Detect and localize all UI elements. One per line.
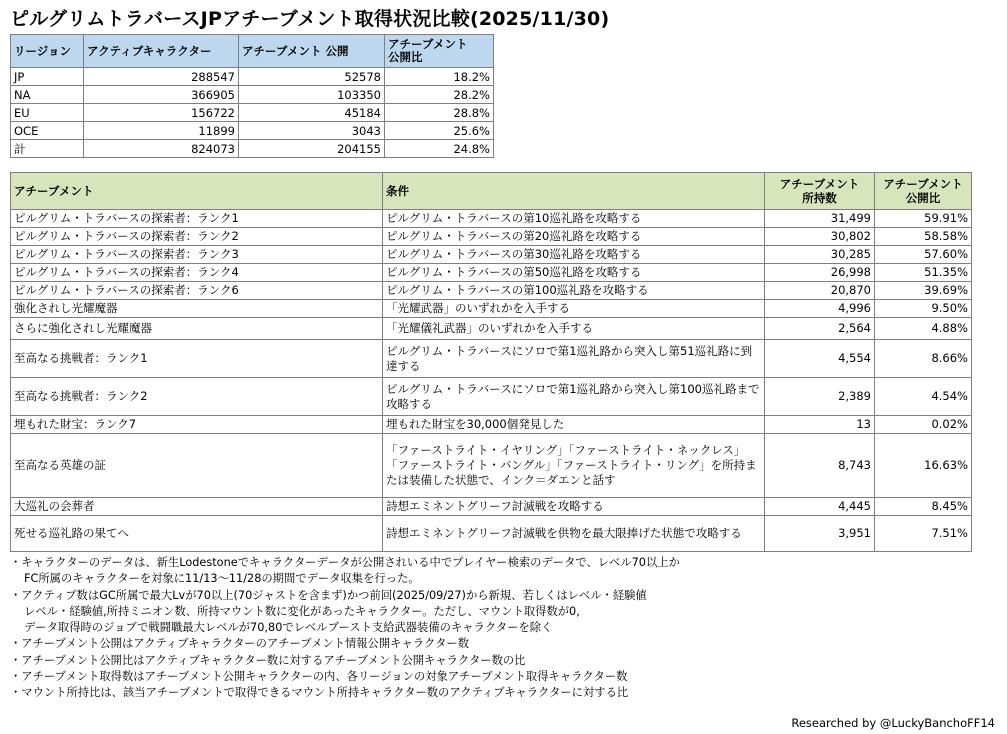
summary-row xyxy=(11,68,494,86)
summary-row xyxy=(11,104,494,122)
achievement-row xyxy=(11,300,972,318)
achievement-header-name: アチーブメント xyxy=(11,173,383,210)
achievement-cell-condition: 詩想エミネントグリーフ討滅戦を供物を最大限捧げた状態で攻略する xyxy=(383,516,765,552)
achievement-cell-name: ピルグリム・トラバースの探索者：ランク1 xyxy=(11,210,383,228)
notes xyxy=(10,555,680,702)
note-line: ・アチーブメント公開比はアクティブキャラクター数に対するアチーブメント公開キャラクター数の比 xyxy=(10,653,526,667)
achievement-row xyxy=(11,264,972,282)
achievement-cell-condition: 「ファーストライト・イヤリング」「ファーストライト・ネックレス」「ファーストライト・バングル」「ファーストライト・リング」を所持または装備した状態で、インク＝ダエンと話す xyxy=(383,434,765,498)
achievement-row xyxy=(11,416,972,434)
achievement-cell-condition: 詩想エミネントグリーフ討滅戦を攻略する xyxy=(383,498,765,516)
achievement-cell-condition: ピルグリム・トラバースの第10巡礼路を攻略する xyxy=(383,210,765,228)
summary-row xyxy=(11,122,494,140)
achievement-cell-count: 30,285 xyxy=(765,246,875,264)
achievement-row xyxy=(11,498,972,516)
summary-header-ratio: アチーブメント 公開比 xyxy=(385,35,494,68)
note-line: ・マウント所持比は、該当アチーブメントで取得できるマウント所持キャラクター数のアクティブキャラクターに対する比 xyxy=(10,686,629,700)
achievement-row xyxy=(11,210,972,228)
achievement-cell-name: 死せる巡礼路の果てへ xyxy=(11,516,383,552)
achievement-cell-count: 4,554 xyxy=(765,340,875,378)
note-line: データ取得時のジョブで戦闘職最大レベルが70,80でレベルブースト支給武器装備のキャラクターを除く xyxy=(24,621,553,635)
summary-cell-ratio: 28.8% xyxy=(385,104,494,122)
achievement-cell-ratio: 58.58% xyxy=(875,228,972,246)
achievement-cell-name: さらに強化されし光耀魔器 xyxy=(11,318,383,340)
note-line: レベル・経験値,所持ミニオン数、所持マウント数に変化があったキャラクター。ただし、マウント取得数が0, xyxy=(24,604,580,618)
achievement-cell-name: ピルグリム・トラバースの探索者：ランク4 xyxy=(11,264,383,282)
achievement-cell-name: 埋もれた財宝：ランク7 xyxy=(11,416,383,434)
summary-cell-ratio: 24.8% xyxy=(385,140,494,158)
achievement-cell-count: 20,870 xyxy=(765,282,875,300)
achievement-cell-condition: ピルグリム・トラバースの第100巡礼路を攻略する xyxy=(383,282,765,300)
achievement-row xyxy=(11,282,972,300)
summary-cell-active: 824073 xyxy=(84,140,239,158)
region-summary-table xyxy=(10,34,494,158)
achievement-cell-count: 26,998 xyxy=(765,264,875,282)
summary-cell-region: JP xyxy=(11,68,84,86)
achievement-header-condition: 条件 xyxy=(383,173,765,210)
note-line: ・アクティブ数はGC所属で最大Lvが70以上(70ジャストを含まず)かつ前回(2025/09/27)から新規、若しくはレベル・経験値 xyxy=(10,588,647,602)
achievement-row xyxy=(11,340,972,378)
summary-row xyxy=(11,86,494,104)
achievement-cell-name: ピルグリム・トラバースの探索者：ランク3 xyxy=(11,246,383,264)
achievement-cell-condition: 「光耀武器」のいずれかを入手する xyxy=(383,300,765,318)
summary-cell-region: NA xyxy=(11,86,84,104)
summary-header-public: アチーブメント 公開 xyxy=(239,35,385,68)
achievement-row xyxy=(11,516,972,552)
note-line: ・アチーブメント公開はアクティブキャラクターのアチーブメント情報公開キャラクター数 xyxy=(10,637,469,651)
achievement-cell-condition: ピルグリム・トラバースの第50巡礼路を攻略する xyxy=(383,264,765,282)
achievement-cell-ratio: 51.35% xyxy=(875,264,972,282)
summary-cell-public: 3043 xyxy=(239,122,385,140)
achievement-row xyxy=(11,378,972,416)
achievement-row xyxy=(11,434,972,498)
achievement-cell-ratio: 0.02% xyxy=(875,416,972,434)
achievement-cell-count: 31,499 xyxy=(765,210,875,228)
achievement-cell-count: 13 xyxy=(765,416,875,434)
achievement-cell-ratio: 8.66% xyxy=(875,340,972,378)
summary-cell-public: 45184 xyxy=(239,104,385,122)
achievement-table xyxy=(10,172,972,552)
summary-cell-ratio: 18.2% xyxy=(385,68,494,86)
note-line: ・アチーブメント取得数はアチーブメント公開キャラクターの内、各リージョンの対象アチーブメント取得キャラクター数 xyxy=(10,670,628,684)
achievement-cell-condition: 「光耀儀礼武器」のいずれかを入手する xyxy=(383,318,765,340)
summary-cell-public: 204155 xyxy=(239,140,385,158)
note-line: ・キャラクターのデータは、新生Lodestoneでキャラクターデータが公開されいる中でプレイヤー検索のデータで、レベル70以上か xyxy=(10,556,680,569)
summary-cell-region: 計 xyxy=(11,140,84,158)
achievement-cell-condition: ピルグリム・トラバースにソロで第1巡礼路から突入し第51巡礼路に到達する xyxy=(383,340,765,378)
achievement-cell-count: 30,802 xyxy=(765,228,875,246)
achievement-cell-name: 至高なる挑戦者：ランク2 xyxy=(11,378,383,416)
achievement-cell-ratio: 7.51% xyxy=(875,516,972,552)
achievement-header-row xyxy=(11,173,972,210)
achievement-cell-name: ピルグリム・トラバースの探索者：ランク2 xyxy=(11,228,383,246)
achievement-row xyxy=(11,318,972,340)
summary-cell-ratio: 25.6% xyxy=(385,122,494,140)
summary-header-region: リージョン xyxy=(11,35,84,68)
achievement-cell-name: 大巡礼の会葬者 xyxy=(11,498,383,516)
achievement-cell-count: 3,951 xyxy=(765,516,875,552)
credit: Researched by @LuckyBanchoFF14 xyxy=(791,716,995,730)
note-line: FC所属のキャラクターを対象に11/13～11/28の期間でデータ収集を行った。 xyxy=(24,572,420,586)
achievement-header-count: アチーブメント 所持数 xyxy=(765,173,875,210)
summary-cell-active: 366905 xyxy=(84,86,239,104)
achievement-cell-condition: 埋もれた財宝を30,000個発見した xyxy=(383,416,765,434)
summary-header-active: アクティブキャラクター xyxy=(84,35,239,68)
achievement-row xyxy=(11,246,972,264)
summary-cell-public: 52578 xyxy=(239,68,385,86)
summary-cell-ratio: 28.2% xyxy=(385,86,494,104)
achievement-cell-name: 強化されし光耀魔器 xyxy=(11,300,383,318)
achievement-cell-ratio: 16.63% xyxy=(875,434,972,498)
achievement-cell-condition: ピルグリム・トラバースの第20巡礼路を攻略する xyxy=(383,228,765,246)
summary-cell-active: 288547 xyxy=(84,68,239,86)
achievement-cell-count: 2,564 xyxy=(765,318,875,340)
summary-cell-active: 156722 xyxy=(84,104,239,122)
achievement-cell-ratio: 4.88% xyxy=(875,318,972,340)
achievement-cell-count: 8,743 xyxy=(765,434,875,498)
achievement-cell-ratio: 8.45% xyxy=(875,498,972,516)
summary-row xyxy=(11,140,494,158)
achievement-header-ratio: アチーブメント 公開比 xyxy=(875,173,972,210)
achievement-cell-count: 2,389 xyxy=(765,378,875,416)
summary-cell-active: 11899 xyxy=(84,122,239,140)
achievement-cell-condition: ピルグリム・トラバースにソロで第1巡礼路から突入し第100巡礼路まで攻略する xyxy=(383,378,765,416)
achievement-cell-ratio: 4.54% xyxy=(875,378,972,416)
achievement-cell-ratio: 39.69% xyxy=(875,282,972,300)
achievement-row xyxy=(11,228,972,246)
achievement-cell-count: 4,996 xyxy=(765,300,875,318)
achievement-cell-ratio: 59.91% xyxy=(875,210,972,228)
achievement-cell-name: ピルグリム・トラバースの探索者：ランク6 xyxy=(11,282,383,300)
achievement-cell-ratio: 57.60% xyxy=(875,246,972,264)
page-title: ピルグリムトラバースJPアチーブメント取得状況比較(2025/11/30) xyxy=(10,8,610,30)
achievement-cell-condition: ピルグリム・トラバースの第30巡礼路を攻略する xyxy=(383,246,765,264)
summary-cell-region: EU xyxy=(11,104,84,122)
achievement-cell-count: 4,445 xyxy=(765,498,875,516)
summary-header-row xyxy=(11,35,494,68)
summary-cell-public: 103350 xyxy=(239,86,385,104)
achievement-cell-ratio: 9.50% xyxy=(875,300,972,318)
achievement-cell-name: 至高なる挑戦者：ランク1 xyxy=(11,340,383,378)
achievement-cell-name: 至高なる英雄の証 xyxy=(11,434,383,498)
summary-cell-region: OCE xyxy=(11,122,84,140)
